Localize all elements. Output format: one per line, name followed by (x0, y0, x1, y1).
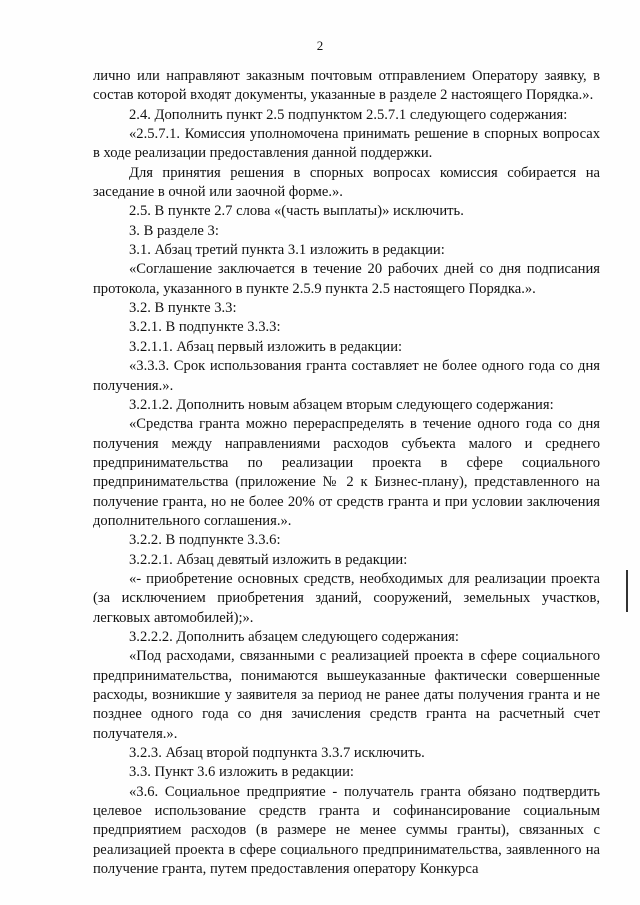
paragraph: «2.5.7.1. Комиссия уполномочена принимать решение в спорных вопросах в ходе реализации предоставления данной поддержки. (93, 126, 600, 162)
document-body (93, 67, 600, 879)
paragraph: 3.2.2.1. Абзац девятый изложить в редакции: (129, 551, 408, 568)
paragraph: 3.2.1.1. Абзац первый изложить в редакции: (129, 338, 403, 355)
paragraph: 3.2.3. Абзац второй подпункта 3.3.7 исключить. (129, 745, 425, 762)
paragraph: «3.3.3. Срок использования гранта составляет не более одного года со дня получения.». (93, 358, 600, 394)
paragraph: 3.2.1.2. Дополнить новым абзацем вторым следующего содержания: (129, 396, 554, 413)
paragraph: «Соглашение заключается в течение 20 рабочих дней со дня подписания протокола, указанного в пункте 2.5.9 пункта 2.5 настоящего Порядка.». (93, 261, 600, 297)
page-number: 2 (316, 38, 324, 53)
paragraph: 3.1. Абзац третий пункта 3.1 изложить в редакции: (129, 242, 445, 259)
paragraph: 3.3. Пункт 3.6 изложить в редакции: (129, 764, 354, 781)
paragraph: лично или направляют заказным почтовым отправлением Оператору заявку, в состав которой входят документы, указанные в разделе 2 настоящего Порядка.». (93, 68, 600, 104)
paragraph: «- приобретение основных средств, необходимых для реализации проекта (за исключением приобретения зданий, сооружений, земельных участков, легковых автомобилей);». (93, 570, 600, 626)
paragraph: 3.2.2. В подпункте 3.3.6: (129, 532, 281, 549)
paragraph: 3. В разделе 3: (129, 222, 219, 239)
paragraph: Для принятия решения в спорных вопросах комиссия собирается на заседание в очной или заочной форме.». (93, 164, 600, 201)
paragraph: «Под расходами, связанными с реализацией проекта в сфере социального предпринимательства, понимаются вышеуказанные фактически совершенные расходы, возникшие у заявителя за период не ранее даты получения гранта и не позднее одного года со дня зачисления средств гранта на расчетный счет получателя.». (93, 648, 600, 742)
margin-mark (626, 570, 628, 612)
paragraph: 2.5. В пункте 2.7 слова «(часть выплаты)» исключить. (129, 203, 464, 220)
paragraph: 2.4. Дополнить пункт 2.5 подпунктом 2.5.7.1 следующего содержания: (129, 106, 568, 123)
paragraph: 3.2.2.2. Дополнить абзацем следующего содержания: (129, 628, 459, 645)
paragraph: «3.6. Социальное предприятие - получатель гранта обязано подтвердить целевое использование средств гранта и софинансирование социальным предприятием расходов (в размере не менее суммы гранты), связанных с реализацией проекта в сфере социального предпринимательства, заявленного на получение гранта, путем предоставления оператору Конкурса (93, 783, 600, 878)
paragraph: 3.2.1. В подпункте 3.3.3: (129, 319, 281, 336)
paragraph: «Средства гранта можно перераспределять в течение одного года со дня получения между направлениями расходов субъекта малого и среднего предпринимательства по реализации проекта в сфере социального предпринимательства (приложение № 2 к Бизнес-плану), представленного на получение гранта, но не более 20% от средств гранта и при условии заключения дополнительного соглашения.». (93, 416, 600, 529)
paragraph: 3.2. В пункте 3.3: (129, 300, 237, 317)
